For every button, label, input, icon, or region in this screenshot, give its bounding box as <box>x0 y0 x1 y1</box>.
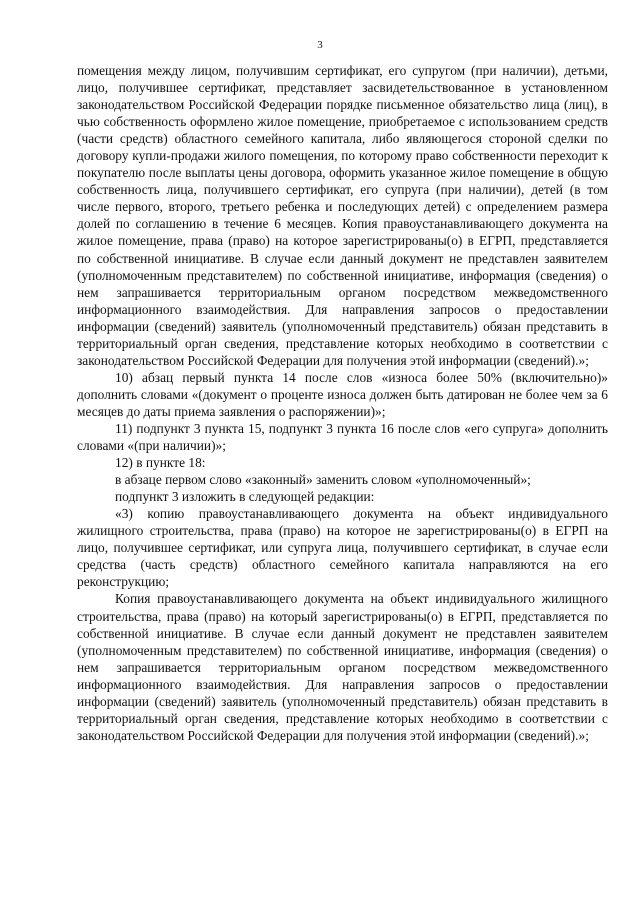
paragraph-item-11: 11) подпункт 3 пункта 15, подпункт 3 пункта 16 после слов «его супруга» дополнить словами «(при наличии)»; <box>77 420 608 454</box>
paragraph-subpoint-3-intro: подпункт 3 изложить в следующей редакции: <box>115 489 375 505</box>
document-body <box>77 62 608 744</box>
paragraph-item-12: 12) в пункте 18: <box>115 455 206 471</box>
paragraph-subpoint-3-text: «3) копию правоустанавливающего документа на объект индивидуального жилищного строительства, права (право) на которое не зарегистрированы(о) в ЕГРП на лицо, получившее сертификат, или супруга лица, получившего сертификат, в случае если средства (часть средств) областного семейного капитала направляются на его реконструкцию; <box>77 506 608 590</box>
page-number: 3 <box>317 39 323 51</box>
paragraph-continuation: помещения между лицом, получившим сертификат, его супругом (при наличии), детьми, лицо, получившее сертификат, представляет засвидетельствованное в установленном законодательством Российской Федерации порядке письменное обязательство лица (лиц), в чью собственность оформлено жилое помещение, приобретаемое с использованием средств (части средств) областного семейного капитала, либо являющегося стороной сделки по договору купли-продажи жилого помещения, по которому право собственности переходит к покупателю после выплаты цены договора, оформить указанное жилое помещение в общую собственность лица, получившего сертификат, его супруга (при наличии), детей (в том числе первого, второго, третьего ребенка и последующих детей) с определением размера долей по соглашению в течение 6 месяцев. Копия правоустанавливающего документа на жилое помещение, права (право) на которое зарегистрированы(о) в ЕГРП, представляется по собственной инициативе. В случае если данный документ не представлен заявителем (уполномоченным представителем) по собственной инициативе, информация (сведения) о нем запрашивается территориальным органом посредством межведомственного информационного взаимодействия. Для направления запросов о предоставлении информации (сведений) заявитель (уполномоченный представитель) обязан представить в территориальный орган сведения, представление которых необходимо в соответствии с законодательством Российской Федерации для получения этой информации (сведений).»; <box>77 63 608 368</box>
paragraph-copy-document: Копия правоустанавливающего документа на объект индивидуального жилищного строительства, права (право) на который зарегистрированы(о) в ЕГРП, представляется по собственной инициативе. В случае если данный документ не представлен заявителем (уполномоченным представителем) по собственной инициативе, информация (сведения) о нем запрашивается территориальным органом посредством межведомственного информационного взаимодействия. Для направления запросов о предоставлении информации (сведений) заявитель (уполномоченный представитель) обязан представить в территориальный орган сведения, представление которых необходимо в соответствии с законодательством Российской Федерации для получения этой информации (сведений).»; <box>77 591 608 743</box>
paragraph-first-abzac-change: в абзаце первом слово «законный» заменить словом «уполномоченный»; <box>115 472 531 488</box>
paragraph-item-10: 10) абзац первый пункта 14 после слов «износа более 50% (включительно)» дополнить словами «(документ о проценте износа должен быть датирован не более чем за 6 месяцев до даты приема заявления о распоряжении)»; <box>77 369 608 419</box>
